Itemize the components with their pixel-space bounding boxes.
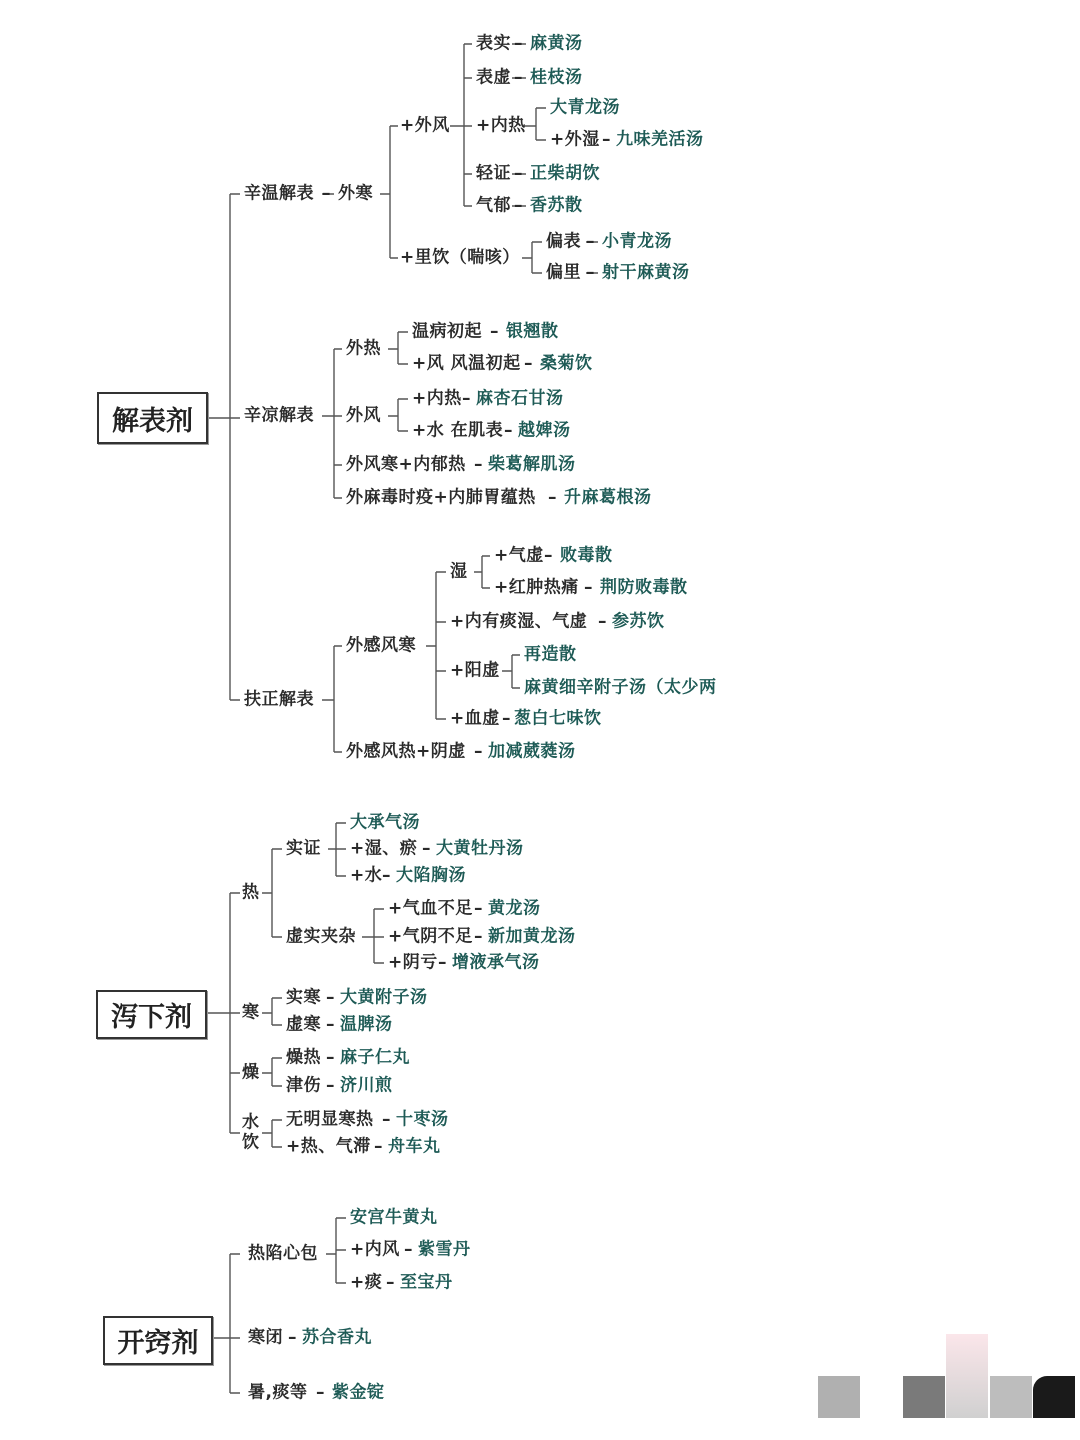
node-shi: 湿 <box>450 561 468 582</box>
dash: – <box>322 183 331 204</box>
node-qingzheng: 轻证 <box>476 163 511 184</box>
dash: – <box>602 129 611 150</box>
node-rexianxinbao: 热陷心包 <box>248 1243 318 1264</box>
dash: – <box>438 952 447 973</box>
remedy-zhouchewan: 舟车丸 <box>388 1136 441 1157</box>
remedy-jichuanjian: 济川煎 <box>340 1075 393 1096</box>
node-biaoshi: 表实 <box>476 33 511 54</box>
remedy-maxingshigantang: 麻杏石甘汤 <box>476 388 564 409</box>
dash: – <box>474 898 483 919</box>
remedy-zhengchaihuyin: 正柴胡饮 <box>530 163 600 184</box>
remedy-angongniuhuangwan: 安宫牛黄丸 <box>350 1207 438 1228</box>
dash: – <box>514 163 523 184</box>
remedy-congbaiqiweiyin: 葱白七味饮 <box>514 708 602 729</box>
dash: – <box>490 321 499 342</box>
dash: – <box>474 926 483 947</box>
dash: – <box>326 987 335 1008</box>
remedy-chaigejiejitang: 柴葛解肌汤 <box>488 454 576 475</box>
remedy-daxianxiongtang: 大陷胸汤 <box>396 865 466 886</box>
node-neifeng: +内风 <box>350 1239 400 1260</box>
remedy-shensuyin: 参苏饮 <box>612 611 665 632</box>
remedy-mahuangxixinfuzitang: 麻黄细辛附子汤（太少两 <box>524 677 717 698</box>
node-qiyinbuzu: +气阴不足 <box>388 926 473 947</box>
node-xinliang-jiebiao: 辛凉解表 <box>244 405 314 426</box>
node-waiganfengre-yinxu: 外感风热+阴虚 <box>346 741 466 762</box>
dash: – <box>584 577 593 598</box>
dash: – <box>524 353 533 374</box>
node-zao: 燥 <box>242 1062 260 1083</box>
node-hongzhongretong: +红肿热痛 <box>494 577 579 598</box>
dash: – <box>504 420 513 441</box>
node-shihan: 实寒 <box>286 987 321 1008</box>
remedy-yinqiaosan: 银翘散 <box>506 321 559 342</box>
node-biaoxu: 表虚 <box>476 67 511 88</box>
dash: – <box>404 1239 413 1260</box>
node-shiyu: +湿、瘀 <box>350 838 418 859</box>
watermark-block <box>990 1376 1032 1418</box>
remedy-suhexiangwan: 苏合香丸 <box>302 1327 372 1348</box>
node-shui: +水 <box>350 865 383 886</box>
dash: – <box>514 33 523 54</box>
remedy-yuebitang: 越婢汤 <box>518 420 571 441</box>
node-neire-2: +内热 <box>412 388 462 409</box>
dash: – <box>514 67 523 88</box>
remedy-jiuweiqianghuotang: 九味羌活汤 <box>616 129 704 150</box>
dash: – <box>326 1014 335 1035</box>
dash: – <box>474 454 483 475</box>
node-waihan: 外寒 <box>338 183 373 204</box>
node-shuiyin: 水饮 <box>242 1112 260 1153</box>
remedy-dachengqitang: 大承气汤 <box>350 812 420 833</box>
node-fengwen: +风 风温初起 <box>412 353 521 374</box>
node-waifenghan-neiyure: 外风寒+内郁热 <box>346 454 466 475</box>
remedy-daqinglongtang: 大青龙汤 <box>550 97 620 118</box>
remedy-xinjiahuanglongtang: 新加黄龙汤 <box>488 926 576 947</box>
dash: – <box>586 262 595 283</box>
node-tan: +痰 <box>350 1272 383 1293</box>
node-waifeng: +外风 <box>400 115 450 136</box>
node-qixuebuzu: +气血不足 <box>388 898 473 919</box>
dash: – <box>514 195 523 216</box>
remedy-shizaotang: 十枣汤 <box>396 1109 449 1130</box>
node-shutan: 暑,痰等 <box>248 1382 308 1403</box>
remedy-zaizaosan: 再造散 <box>524 644 577 665</box>
remedy-guizhitang: 桂枝汤 <box>530 67 583 88</box>
dash: – <box>374 1136 383 1157</box>
node-waire: 外热 <box>346 338 381 359</box>
category-kaiqiao: 开窍剂 <box>103 1316 213 1365</box>
dash: – <box>382 865 391 886</box>
remedy-zixuedan: 紫雪丹 <box>418 1239 471 1260</box>
remedy-xiaoqinglongtang: 小青龙汤 <box>602 231 672 252</box>
dash: – <box>422 838 431 859</box>
remedy-zhibaodan: 至宝丹 <box>400 1272 453 1293</box>
watermark-block <box>903 1376 945 1418</box>
node-zaore: 燥热 <box>286 1047 321 1068</box>
node-xushijiaza: 虚实夹杂 <box>286 926 356 947</box>
node-fuzheng-jiebiao: 扶正解表 <box>244 689 314 710</box>
node-xuexu: +血虚 <box>450 708 500 729</box>
node-reqizhi: +热、气滞 <box>286 1136 371 1157</box>
watermark-block <box>946 1334 988 1418</box>
node-waifeng-2: 外风 <box>346 405 381 426</box>
remedy-wenpitang: 温脾汤 <box>340 1014 393 1035</box>
node-yinkui: +阴亏 <box>388 952 438 973</box>
category-jiebiao: 解表剂 <box>97 392 208 444</box>
dash: – <box>502 708 511 729</box>
category-xiexia: 泻下剂 <box>96 990 207 1039</box>
dash: – <box>316 1382 325 1403</box>
remedy-xiangsusan: 香苏散 <box>530 195 583 216</box>
remedy-jiajianweiruitang: 加减葳蕤汤 <box>488 741 576 762</box>
node-wumingxianhanre: 无明显寒热 <box>286 1109 374 1130</box>
dash: – <box>598 611 607 632</box>
remedy-huanglongtang: 黄龙汤 <box>488 898 541 919</box>
remedy-zijinding: 紫金锭 <box>332 1382 385 1403</box>
node-xuhan: 虚寒 <box>286 1014 321 1035</box>
node-yangxu: +阳虚 <box>450 660 500 681</box>
dash: – <box>326 1047 335 1068</box>
remedy-dahuangfuzitang: 大黄附子汤 <box>340 987 428 1008</box>
remedy-baidusan: 败毒散 <box>560 545 613 566</box>
node-qiyu: 气郁 <box>476 195 511 216</box>
node-qixu: +气虚 <box>494 545 544 566</box>
node-xinwen-jiebiao: 辛温解表 <box>244 183 314 204</box>
node-neire: +内热 <box>476 115 526 136</box>
dash: – <box>586 231 595 252</box>
watermark-block <box>1033 1376 1075 1418</box>
node-shizheng: 实证 <box>286 838 321 859</box>
node-hanbi: 寒闭 <box>248 1327 283 1348</box>
dash: – <box>544 545 553 566</box>
node-shui-jibiao: +水 在肌表 <box>412 420 504 441</box>
dash: – <box>386 1272 395 1293</box>
node-jinshang: 津伤 <box>286 1075 321 1096</box>
remedy-marenwan: 麻子仁丸 <box>340 1047 410 1068</box>
dash: – <box>288 1327 297 1348</box>
dash: – <box>548 487 557 508</box>
node-neiyoutanshi: +内有痰湿、气虚 <box>450 611 588 632</box>
remedy-dahuangmudantang: 大黄牡丹汤 <box>436 838 524 859</box>
dash: – <box>326 1075 335 1096</box>
node-wenbingchuqi: 温病初起 <box>412 321 482 342</box>
node-re: 热 <box>242 882 260 903</box>
node-waishi: +外湿 <box>550 129 600 150</box>
node-waimadu: 外麻毒时疫+内肺胃蕴热 <box>346 487 536 508</box>
node-pianbiao: 偏表 <box>546 231 581 252</box>
remedy-zengyechengqitang: 增液承气汤 <box>452 952 540 973</box>
node-waiganfenghan: 外感风寒 <box>346 635 416 656</box>
remedy-sangjuyin: 桑菊饮 <box>540 353 593 374</box>
dash: – <box>462 388 471 409</box>
node-pianli: 偏里 <box>546 262 581 283</box>
dash: – <box>474 741 483 762</box>
remedy-shengmagegentang: 升麻葛根汤 <box>564 487 652 508</box>
remedy-jingfangbaidusan: 荆防败毒散 <box>600 577 688 598</box>
remedy-sheganmahuangtang: 射干麻黄汤 <box>602 262 690 283</box>
dash: – <box>382 1109 391 1130</box>
watermark-block <box>818 1376 860 1418</box>
remedy-mahuangtang: 麻黄汤 <box>530 33 583 54</box>
node-han: 寒 <box>242 1002 260 1023</box>
node-liyin: +里饮（喘咳） <box>400 247 520 268</box>
